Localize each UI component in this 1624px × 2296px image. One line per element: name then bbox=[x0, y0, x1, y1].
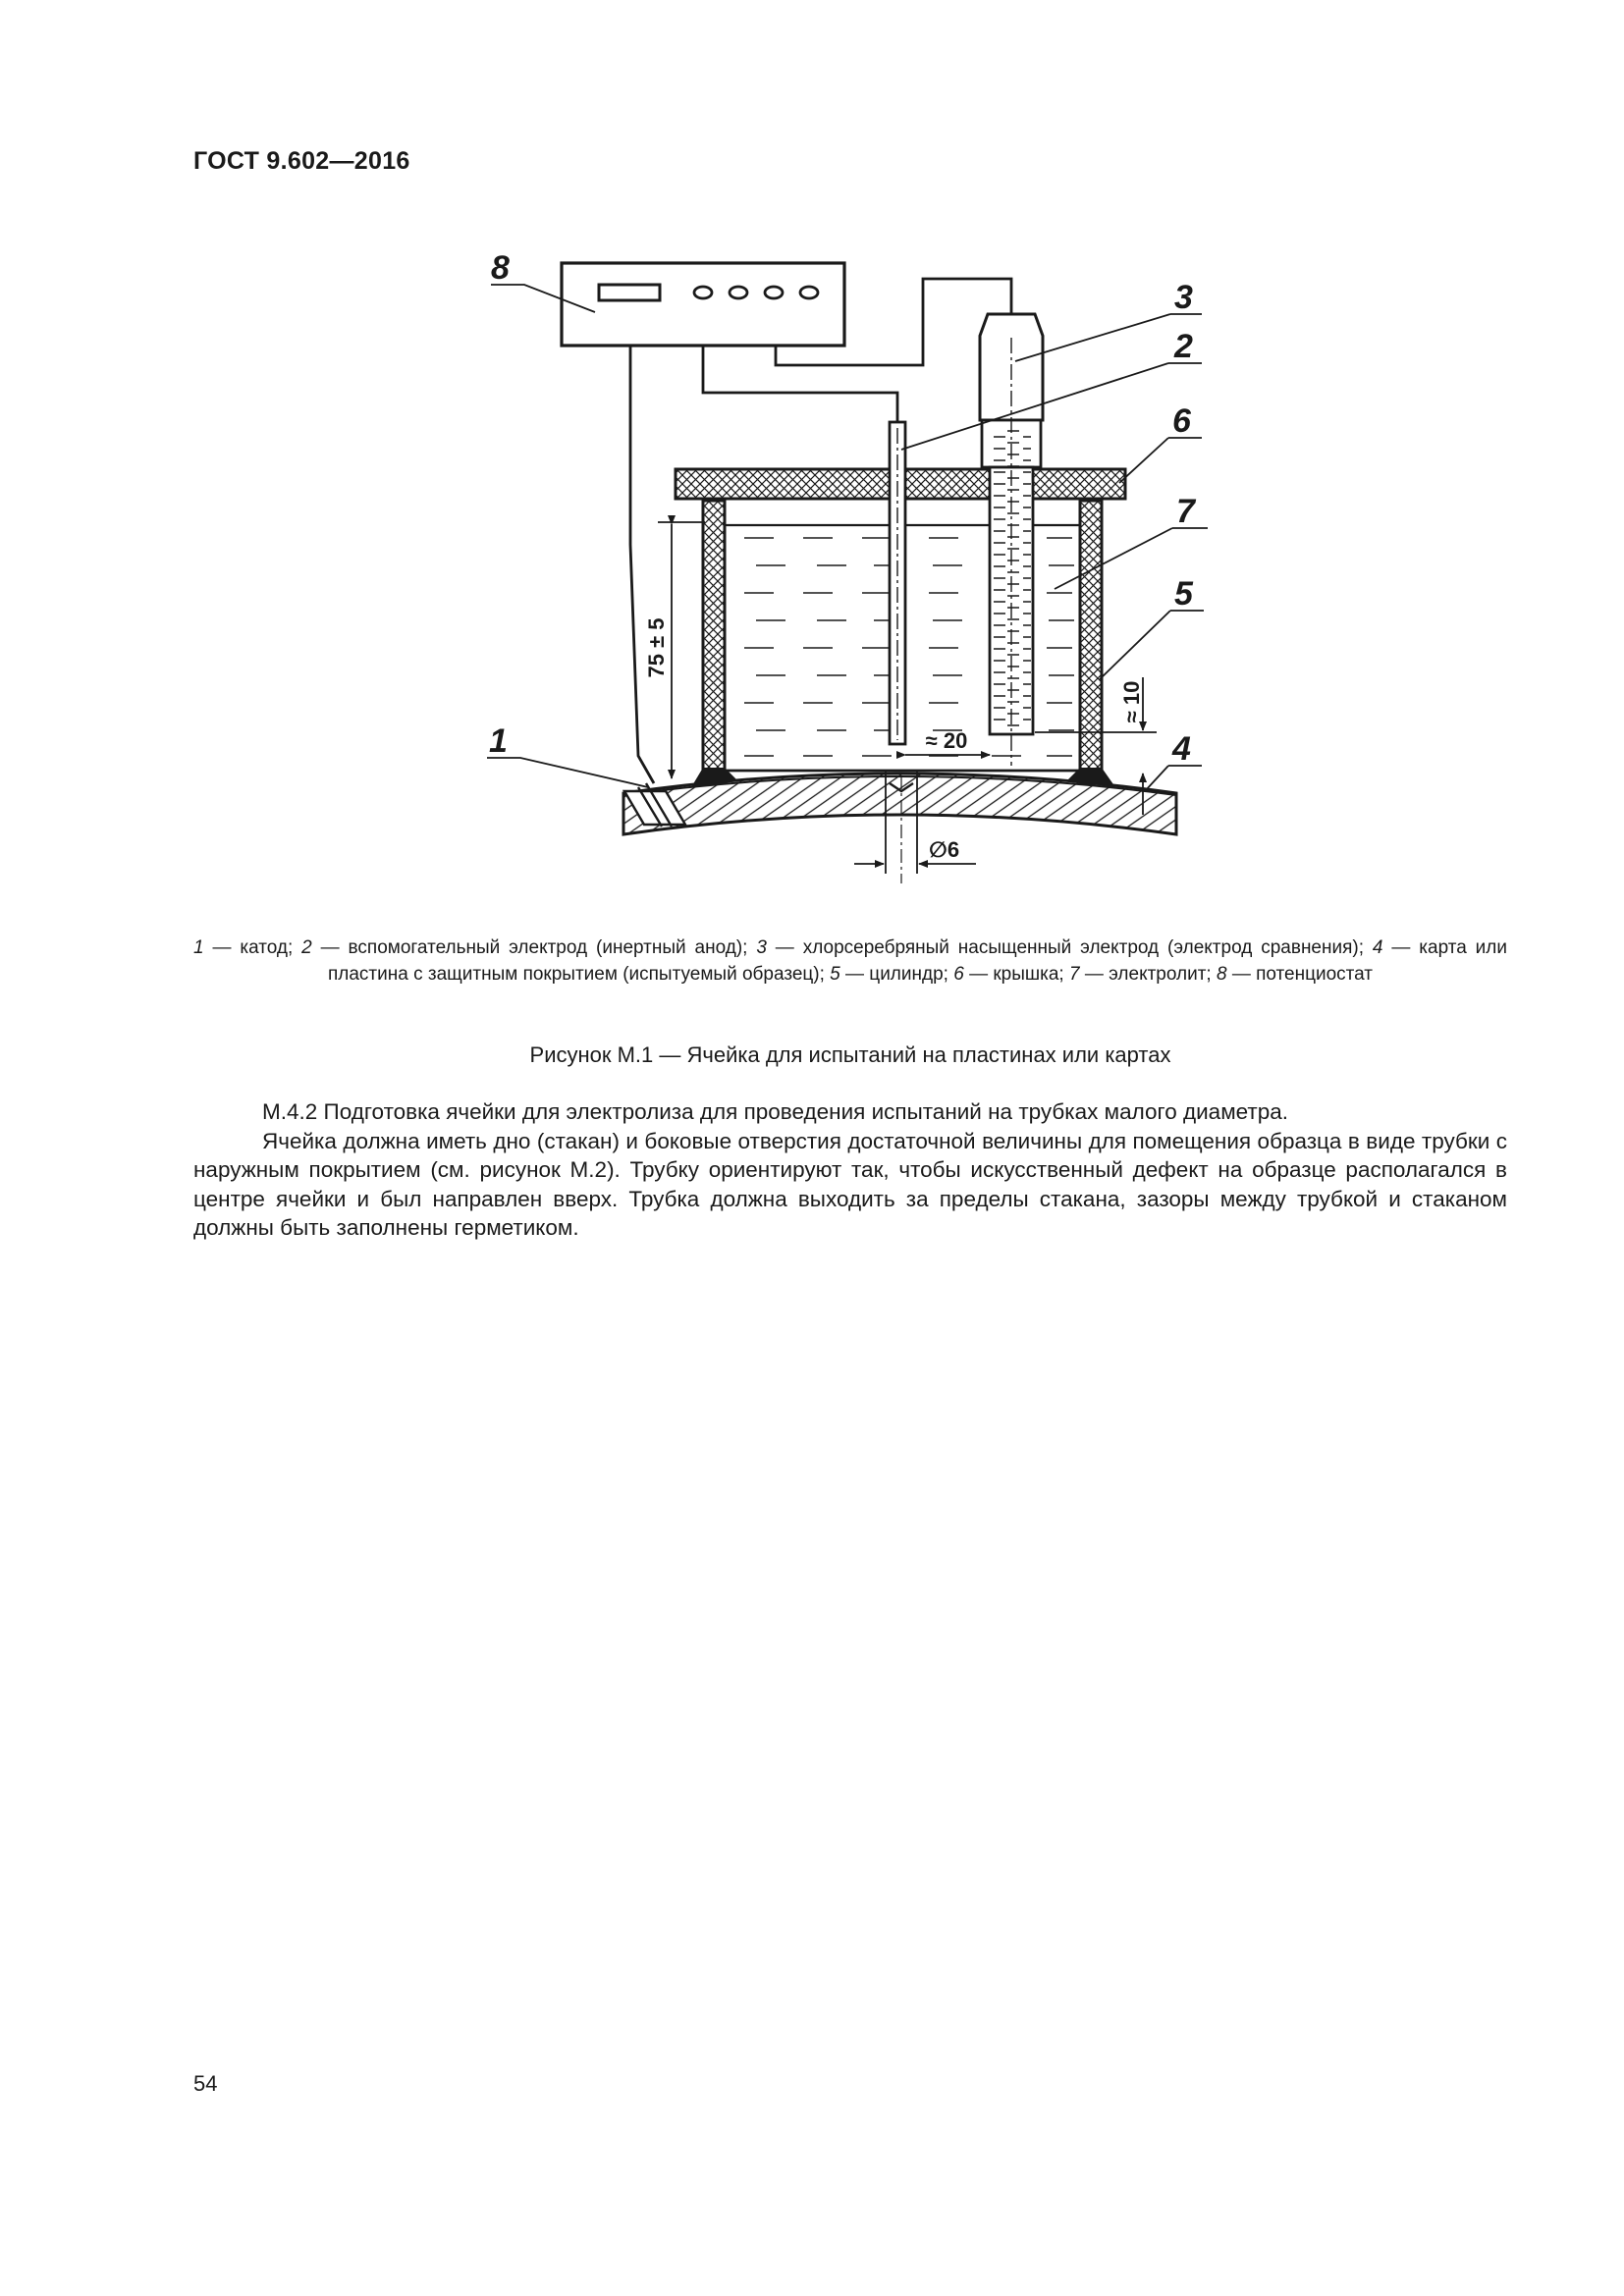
cell-diagram bbox=[461, 245, 1208, 893]
potentiostat bbox=[562, 263, 844, 346]
label-6: 6 bbox=[1172, 402, 1191, 440]
legend-text-7: — электролит; bbox=[1079, 964, 1217, 985]
legend-num-5: 5 bbox=[830, 964, 840, 985]
dimension-distance-label: ≈ 20 bbox=[925, 728, 968, 753]
legend-num-8: 8 bbox=[1216, 964, 1227, 985]
label-7: 7 bbox=[1176, 493, 1195, 530]
dimension-height-label: 75 ± 5 bbox=[644, 617, 669, 678]
legend-text-3: — хлорсеребряный насыщенный электрод (электрод сравнения); bbox=[766, 937, 1373, 958]
document-header: ГОСТ 9.602—2016 bbox=[193, 147, 410, 175]
legend-text-8: — потенциостат bbox=[1226, 964, 1374, 985]
legend-text-5: — цилиндр; bbox=[839, 964, 954, 985]
reference-electrode bbox=[980, 314, 1043, 766]
legend-num-4: 4 bbox=[1372, 937, 1383, 958]
label-3: 3 bbox=[1174, 279, 1193, 316]
legend-num-1: 1 bbox=[193, 937, 204, 958]
wires bbox=[630, 279, 1011, 783]
paragraph: М.4.2 Подготовка ячейки для электролиза для проведения испытаний на трубках малого диаметра. bbox=[262, 1099, 1289, 1124]
label-1: 1 bbox=[489, 722, 508, 760]
label-4: 4 bbox=[1172, 730, 1191, 768]
legend-text-1: — катод; bbox=[203, 937, 302, 958]
dimension-depth-label: ≈ 10 bbox=[1119, 680, 1144, 723]
body-text bbox=[193, 1097, 1507, 1243]
figure-caption: Рисунок М.1 — Ячейка для испытаний на пластинах или картах bbox=[529, 1042, 1171, 1067]
label-8: 8 bbox=[491, 249, 510, 287]
figure-electrolytic-cell bbox=[461, 245, 1208, 893]
figure-legend bbox=[193, 934, 1507, 988]
legend-num-6: 6 bbox=[953, 964, 964, 985]
legend-text-4: — карта или пластина с защитным покрытием (испытуемый образец); bbox=[327, 937, 1507, 985]
dimension-diameter-label: ∅6 bbox=[929, 837, 960, 862]
auxiliary-electrode bbox=[890, 422, 905, 744]
page-number: 54 bbox=[193, 2071, 218, 2096]
label-2: 2 bbox=[1174, 328, 1193, 365]
label-5: 5 bbox=[1174, 575, 1193, 613]
legend-num-3: 3 bbox=[756, 937, 767, 958]
legend-text-6: — крышка; bbox=[963, 964, 1069, 985]
legend-num-7: 7 bbox=[1069, 964, 1080, 985]
paragraph: Ячейка должна иметь дно (стакан) и боковые отверстия достаточной величины для помещения образца в виде трубки с наружным покрытием (см. рисунок М.2). Трубку ориентируют так, чтобы искусственный дефект на образце располагался в центре ячейки и был направлен вверх. Трубка должна выходить за пределы стакана, зазоры между трубкой и стаканом должны быть заполнены герметиком. bbox=[193, 1128, 1507, 1240]
legend-num-2: 2 bbox=[301, 937, 312, 958]
legend-text-2: — вспомогательный электрод (инертный анод); bbox=[311, 937, 757, 958]
